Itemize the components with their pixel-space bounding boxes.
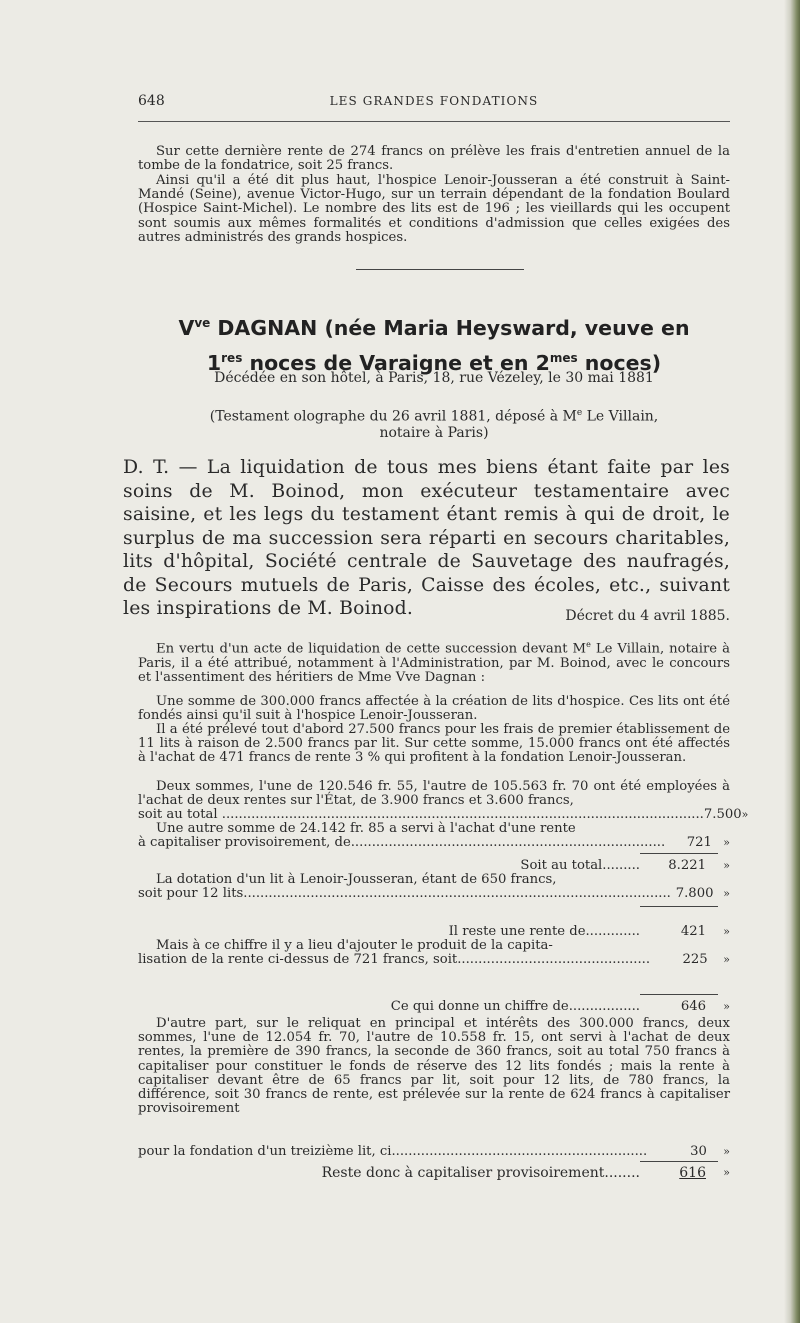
body-paragraph-1: En vertu d'un acte de liquidation de cette succession devant Me Le Villain, notaire à Paris, il a été attribué, notamment à l'Administration, par M. Boinod, avec le concours et l'assentiment des héritiers de Mme Vve Dagnan : (138, 640, 730, 685)
body-paragraph-2: Une somme de 300.000 francs affectée à la création de lits d'hospice. Ces lits ont été fondés ainsi qu'il suit à l'hospice Lenoir-Jousseran. (138, 694, 730, 724)
page-number: 648 (138, 93, 165, 109)
ledger-row: soit au total ................................................................................................................... 7.500 » (138, 806, 749, 822)
ledger-row: soit pour 12 lits...................................................................................................... 7.800 » (138, 886, 730, 902)
intro-paragraph-2: Ainsi qu'il a été dit plus haut, l'hospice Lenoir-Jousseran a été construit à Saint-Mandé (Seine), avenue Victor-Hugo, sur un terrain dépendant de la fondation Boulard (Hospice Saint-Michel). Le nombre des lits est de 196 ; les vieillards qui les occupent sont soumis aux mêmes formalités et conditions d'admission que celles exigées des autres administrés des grands hospices. (138, 173, 730, 245)
running-title: LES GRANDES FONDATIONS (329, 94, 539, 108)
ledger-block-2 (138, 859, 730, 902)
sum-rule (640, 853, 718, 854)
intro-paragraph-1: Sur cette dernière rente de 274 francs on prélève les frais d'entretien annuel de la tombe de la fondatrice, soit 25 francs. (138, 144, 730, 174)
title-line-1: $V^{ve}$ DAGNAN (née Maria Heysward, veuve en (178, 315, 690, 340)
ledger-row: Ce qui donne un chiffre de................. 646 » (390, 998, 730, 1014)
section-separator (356, 269, 524, 270)
ledger-row: Une autre somme de 24.142 fr. 85 a servi à l'achat d'une rente (156, 821, 576, 837)
ledger-row: Soit au total......... 8.221 » (520, 857, 730, 873)
ledger-row-final (138, 1166, 730, 1180)
page-edge (784, 0, 800, 1323)
section-title (138, 308, 730, 378)
ledger-block-3 (138, 925, 730, 968)
ledger-row: à capitaliser provisoirement, de........................................................................... 721 » (138, 835, 730, 851)
death-notice: Décédée en son hôtel, à Paris, 18, rue Vézeley, le 30 mai 1881 (214, 370, 654, 386)
page-header (138, 93, 730, 113)
ledger-block-1 (138, 806, 749, 851)
testament-note: (Testament olographe du 26 avril 1881, déposé à Me Le Villain, notaire à Paris) (209, 408, 659, 441)
testament-dispositions: D. T. — La liquidation de tous mes biens étant faite par les soins de M. Boinod, mon exécuteur testamentaire avec saisine, et les legs du testament étant remis à qui de droit, le surplus de ma succession sera réparti en secours charitables, lits d'hôpital, Société centrale de Sauvetage des naufragés, de Secours mutuels de Paris, Caisse des écoles, etc., suivant les inspirations de M. Boinod. (123, 457, 730, 619)
ledger-row-total (138, 1000, 730, 1014)
ledger-row: pour la fondation d'un treizième lit, ci............................................................. 30 » (138, 1143, 730, 1159)
sum-rule (640, 906, 718, 907)
body-paragraph-3: Il a été prélevé tout d'abord 27.500 francs pour les frais de premier établissement de 11 lits à raison de 2.500 francs par lit. Sur cette somme, 15.000 francs ont été affectés à l'achat de 471 francs de rente 3 % qui profitent à la fondation Lenoir-Jousseran. (138, 722, 730, 766)
body-paragraph-5: D'autre part, sur le reliquat en principal et intérêts des 300.000 francs, deux sommes, l'une de 12.054 fr. 70, l'autre de 10.558 fr. 15, ont servi à l'achat de deux rentes, la première de 390 francs, la seconde de 360 francs, soit au total 750 francs à capitaliser pour constituer le fonds de réserve des 12 lits fondés ; mais la rente à capitaliser devant être de 65 francs par lit, soit pour 12 lits, de 780 francs, la différence, soit 30 francs de rente, est prélevée sur la rente de 624 francs à capitaliser provisoirement (138, 1016, 730, 1117)
ledger-row: Reste donc à capitaliser provisoirement........ 616 » (321, 1164, 730, 1181)
ledger-row: Il reste une rente de............. 421 » (448, 923, 730, 939)
ledger-row: La dotation d'un lit à Lenoir-Jousseran, étant de 650 francs, (156, 872, 557, 888)
title-line-2: 1res noces de Varaigne et en $2^{mes}$ noces) (206, 350, 662, 375)
ledger-block-4 (138, 1145, 730, 1159)
body-paragraph-4: Deux sommes, l'une de 120.546 fr. 55, l'autre de 105.563 fr. 70 ont été employées à l'achat de deux rentes sur l'État, de 3.900 francs et 3.600 francs, (138, 779, 730, 809)
ledger-row: lisation de la rente ci-dessus de 721 francs, soit.............................................. 225 » (138, 952, 730, 968)
sum-rule (640, 1161, 718, 1162)
ledger-row: Mais à ce chiffre il y a lieu d'ajouter le produit de la capita- (156, 938, 553, 954)
decree-date: Décret du 4 avril 1885. (565, 608, 730, 624)
sum-rule (640, 994, 718, 995)
header-rule (138, 121, 730, 122)
